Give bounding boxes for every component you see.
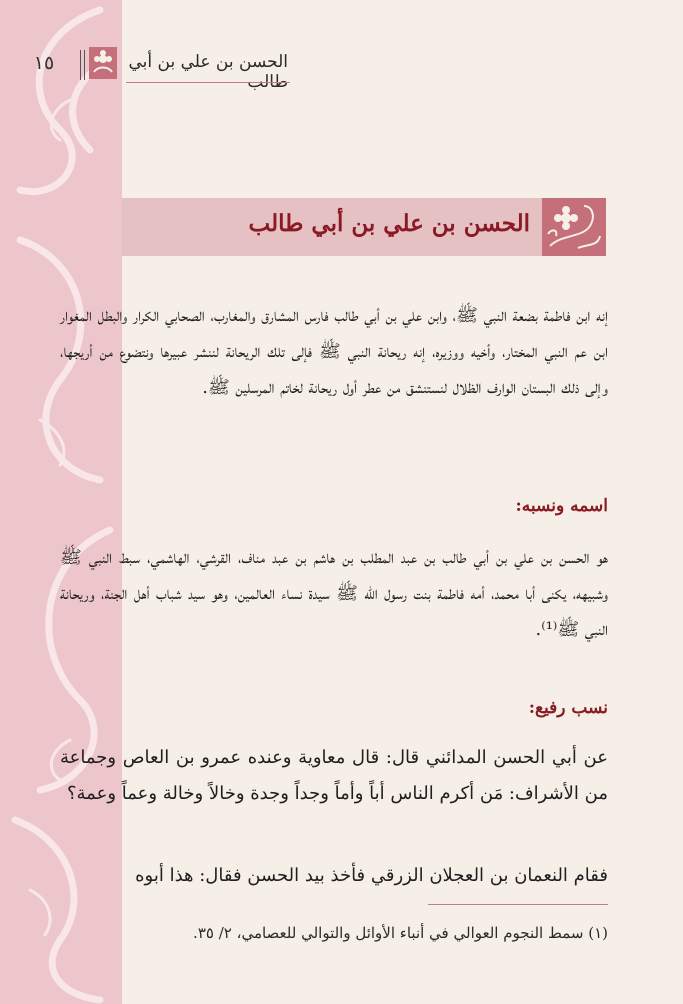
footnote: (١) سمط النجوم العوالي في أنباء الأوائل والتوالي للعصامي، ٢/ ٣٥. [193, 924, 608, 942]
chapter-flower-icon [542, 198, 606, 256]
header-separator [80, 50, 85, 80]
page-number: ١٥ [33, 52, 55, 74]
decorative-sidebar [0, 0, 122, 1004]
header-rule [126, 82, 290, 83]
lineage-paragraph: هو الحسن بن علي بن أبي طالب بن عبد المطلب بن هاشم بن عبد مناف، القرشي، الهاشمي، سبط النبي ﷺ وشبيهه، يكنى أبا محمد، أمه فاطمة بنت رسول الله ﷺ سيدة نساء العالمين، وهو سيد شباب أهل الجنة، وريحانة النبي ﷺ⁽¹⁾. [60, 547, 608, 640]
section-heading-noble: نسب رفيع: [528, 698, 608, 718]
swirl-ornament-icon [0, 0, 122, 1004]
running-title: الحسن بن علي بن أبي طالب [128, 52, 288, 92]
noble-paragraph-2: فقام النعمان بن العجلان الزرقي فأخذ بيد الحسن فقال: هذا أبوه [135, 865, 608, 886]
footnote-rule [428, 904, 608, 905]
intro-paragraph: إنه ابن فاطمة بضعة النبي ﷺ، وابن علي بن أبي طالب فارس المشارق والمغارب، الصحابي الكرار والبطل المغوار ابن عم النبي المختار، وأخيه ووزيره، إنه ريحانة النبي ﷺ فإلى تلك الريحانة لننشر عبيرها ونتضوع من أريجها، وإلى ذلك البستان الوارف الظلال لنستنشق من عطر أول ريحانة لخاتم المرسلين ﷺ. [60, 305, 608, 398]
section-heading-name: اسمه ونسبه: [515, 496, 608, 516]
flower-ornament-icon [88, 46, 118, 80]
noble-paragraph-1: عن أبي الحسن المدائني قال: قال معاوية وعنده عمرو بن العاص وجماعة من الأشراف: مَن أكرم الناس أباً وأماً وجداً وجدة وخالاً وخالة وعماً وعمة؟ [60, 747, 608, 804]
chapter-title: الحسن بن علي بن أبي طالب [248, 210, 530, 237]
